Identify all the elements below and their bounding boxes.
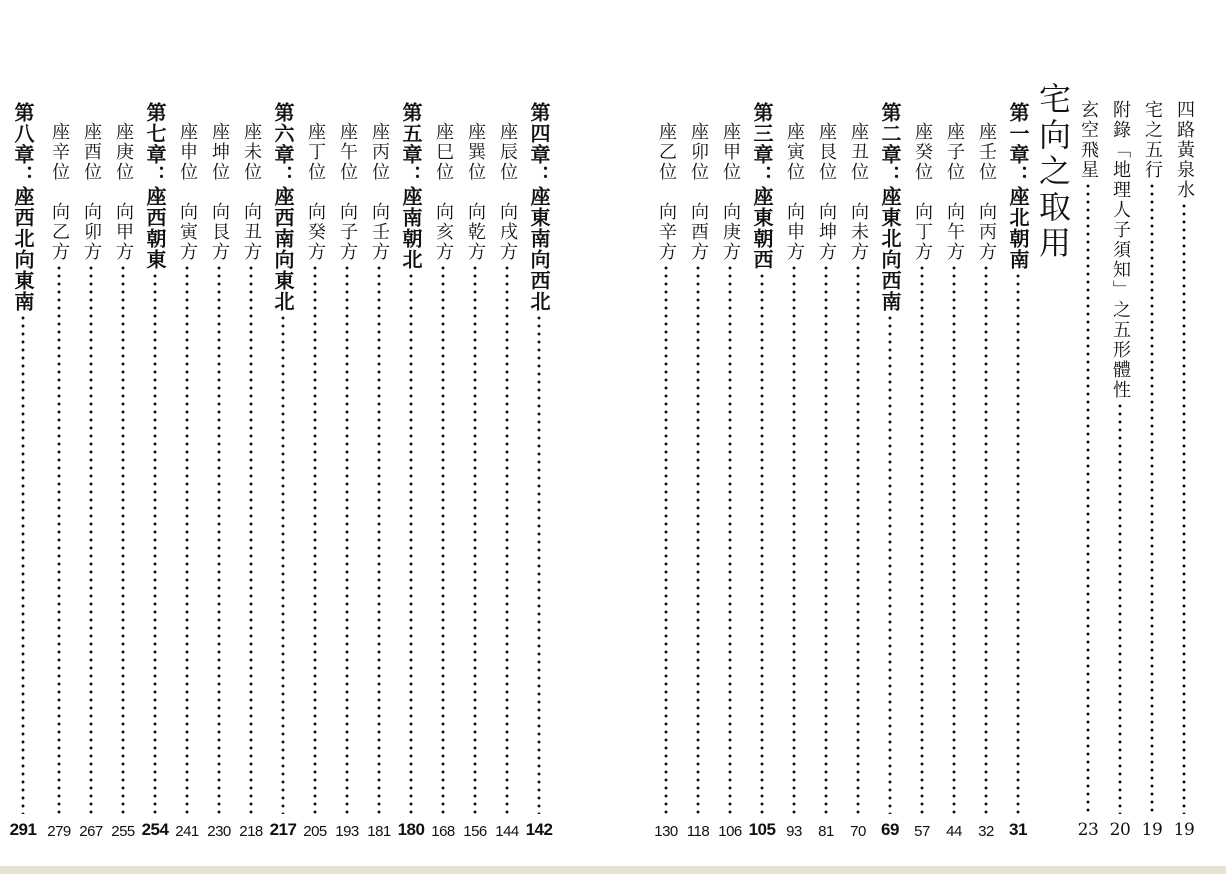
chapter-title: 第二章：座東北向西南 (878, 102, 902, 312)
toc-chapter[interactable] (875, 96, 905, 839)
dot-leader (537, 314, 541, 814)
dot-leader (1150, 182, 1154, 814)
toc-chapter[interactable] (140, 96, 170, 839)
toc-page-number: 181 (367, 823, 391, 840)
toc-page-number: 255 (111, 823, 135, 840)
toc-chapter[interactable] (1003, 96, 1033, 839)
toc-page-number: 279 (47, 823, 71, 840)
chapter-title: 第一章：座北朝南 (1006, 102, 1030, 270)
toc-chapter[interactable] (268, 96, 298, 839)
toc-entry-title: 座壬位 向丙方 (976, 122, 997, 262)
dot-leader (185, 264, 189, 814)
toc-entry[interactable] (108, 96, 138, 840)
toc-page-number: 230 (207, 823, 231, 840)
toc-entry[interactable] (779, 96, 809, 840)
toc-entry[interactable] (236, 96, 266, 840)
dot-leader (1086, 182, 1090, 814)
toc-entry-title: 座巳位 向亥方 (433, 122, 454, 262)
toc-page-number: 130 (654, 823, 678, 840)
right-page (613, 0, 1226, 866)
toc-entry-title: 座乙位 向辛方 (656, 122, 677, 262)
dot-leader (313, 264, 317, 814)
toc-entry[interactable] (939, 96, 969, 840)
toc-entry[interactable] (172, 96, 202, 840)
page-bottom-edge (0, 866, 1226, 874)
toc-entry[interactable] (460, 96, 490, 840)
toc-page-number: 19 (1141, 820, 1163, 840)
toc-entry[interactable] (1105, 96, 1135, 840)
left-page (0, 0, 613, 866)
toc-page-number: 44 (946, 823, 962, 840)
toc-chapter[interactable] (396, 96, 426, 839)
toc-entry-title: 座卯位 向酉方 (688, 122, 709, 262)
toc-entry[interactable] (683, 96, 713, 840)
dot-leader (345, 264, 349, 814)
toc-entry-title: 宅之五行 (1142, 100, 1163, 180)
toc-page-number: 19 (1173, 820, 1195, 840)
dot-leader (249, 264, 253, 814)
dot-leader (760, 272, 764, 814)
toc-entry[interactable] (492, 96, 522, 840)
toc-entry-title: 座坤位 向艮方 (209, 122, 230, 262)
dot-leader (952, 264, 956, 814)
toc-chapter[interactable] (524, 96, 554, 839)
toc-entry-title: 座子位 向午方 (944, 122, 965, 262)
toc-page-number: 267 (79, 823, 103, 840)
toc-entry[interactable] (204, 96, 234, 840)
toc-entry-title: 座午位 向子方 (337, 122, 358, 262)
toc-page-number: 70 (850, 823, 866, 840)
dot-leader (728, 264, 732, 814)
toc-page-number: 205 (303, 823, 327, 840)
toc-entry[interactable] (811, 96, 841, 840)
toc-page-number: 218 (239, 823, 263, 840)
chapter-title: 第五章：座南朝北 (399, 102, 423, 270)
toc-entry[interactable] (428, 96, 458, 840)
chapter-title: 第八章：座西北向東南 (11, 102, 35, 312)
toc-page-number: 69 (881, 820, 899, 839)
dot-leader (664, 264, 668, 814)
toc-page-number: 106 (718, 823, 742, 840)
dot-leader (920, 264, 924, 814)
dot-leader (1016, 272, 1020, 814)
toc-page-number: 142 (525, 820, 553, 839)
toc-page-number: 31 (1009, 820, 1027, 839)
toc-entry-title: 座庚位 向甲方 (113, 122, 134, 262)
dot-leader (441, 264, 445, 814)
toc-chapter[interactable] (8, 96, 38, 839)
toc-entry-title: 座辰位 向戌方 (497, 122, 518, 262)
dot-leader (505, 264, 509, 814)
toc-page-number: 23 (1077, 820, 1099, 840)
toc-entry-title: 四路黃泉水 (1174, 100, 1195, 200)
toc-page-number: 193 (335, 823, 359, 840)
toc-page-number: 20 (1109, 820, 1131, 840)
toc-page-number: 105 (748, 820, 776, 839)
toc-page-number: 57 (914, 823, 930, 840)
toc-entry-title: 座甲位 向庚方 (720, 122, 741, 262)
toc-entry[interactable] (907, 96, 937, 840)
toc-entry[interactable] (1169, 96, 1199, 840)
dot-leader (153, 272, 157, 814)
toc-entry-title: 座丑位 向未方 (848, 122, 869, 262)
dot-leader (121, 264, 125, 814)
toc-entry[interactable] (300, 96, 330, 840)
toc-page-number: 81 (818, 823, 834, 840)
toc-page-number: 180 (397, 820, 425, 839)
dot-leader (1182, 202, 1186, 814)
dot-leader (984, 264, 988, 814)
toc-entry[interactable] (44, 96, 74, 840)
toc-page-number: 291 (9, 820, 37, 839)
toc-page-number: 241 (175, 823, 199, 840)
dot-leader (856, 264, 860, 814)
toc-entry-title: 座未位 向丑方 (241, 122, 262, 262)
chapter-title: 第四章：座東南向西北 (527, 102, 551, 312)
toc-entry[interactable] (715, 96, 745, 840)
toc-entry-title: 座申位 向寅方 (177, 122, 198, 262)
toc-page-number: 254 (141, 820, 169, 839)
toc-entry-title: 座癸位 向丁方 (912, 122, 933, 262)
toc-chapter[interactable] (747, 96, 777, 839)
chapter-title: 第三章：座東朝西 (750, 102, 774, 270)
dot-leader (888, 314, 892, 814)
dot-leader (1118, 402, 1122, 814)
toc-entry[interactable] (364, 96, 394, 840)
toc-page-number: 156 (463, 823, 487, 840)
toc-page-number: 118 (686, 823, 710, 840)
dot-leader (824, 264, 828, 814)
toc-entry[interactable] (843, 96, 873, 840)
toc-entry[interactable] (76, 96, 106, 840)
dot-leader (57, 264, 61, 814)
toc-page-number: 93 (786, 823, 802, 840)
dot-leader (409, 272, 413, 814)
dot-leader (792, 264, 796, 814)
toc-entry[interactable] (1137, 96, 1167, 840)
toc-entry-title: 座酉位 向卯方 (81, 122, 102, 262)
dot-leader (89, 264, 93, 814)
toc-entry-title: 座丙位 向壬方 (369, 122, 390, 262)
chapter-title: 第七章：座西朝東 (143, 102, 167, 270)
toc-entry-title: 座巽位 向乾方 (465, 122, 486, 262)
toc-entry-title: 玄空飛星 (1078, 100, 1099, 180)
section-title: 宅向之取用 (1034, 82, 1072, 262)
toc-page-number: 168 (431, 823, 455, 840)
toc-page-number: 32 (978, 823, 994, 840)
toc-page-number: 144 (495, 823, 519, 840)
toc-entry-title: 座寅位 向申方 (784, 122, 805, 262)
toc-entry-title: 附錄「地理人子須知」之五形體性 (1110, 100, 1131, 400)
toc-entry-title: 座丁位 向癸方 (305, 122, 326, 262)
section-heading (1034, 82, 1072, 818)
dot-leader (281, 314, 285, 814)
dot-leader (217, 264, 221, 814)
toc-entry[interactable] (651, 96, 681, 840)
dot-leader (377, 264, 381, 814)
dot-leader (473, 264, 477, 814)
chapter-title: 第六章：座西南向東北 (271, 102, 295, 312)
toc-entry-title: 座辛位 向乙方 (49, 122, 70, 262)
dot-leader (21, 314, 25, 814)
dot-leader (696, 264, 700, 814)
toc-entry[interactable] (971, 96, 1001, 840)
toc-entry-title: 座艮位 向坤方 (816, 122, 837, 262)
toc-entry[interactable] (1073, 96, 1103, 840)
toc-entry[interactable] (332, 96, 362, 840)
toc-page-number: 217 (269, 820, 297, 839)
